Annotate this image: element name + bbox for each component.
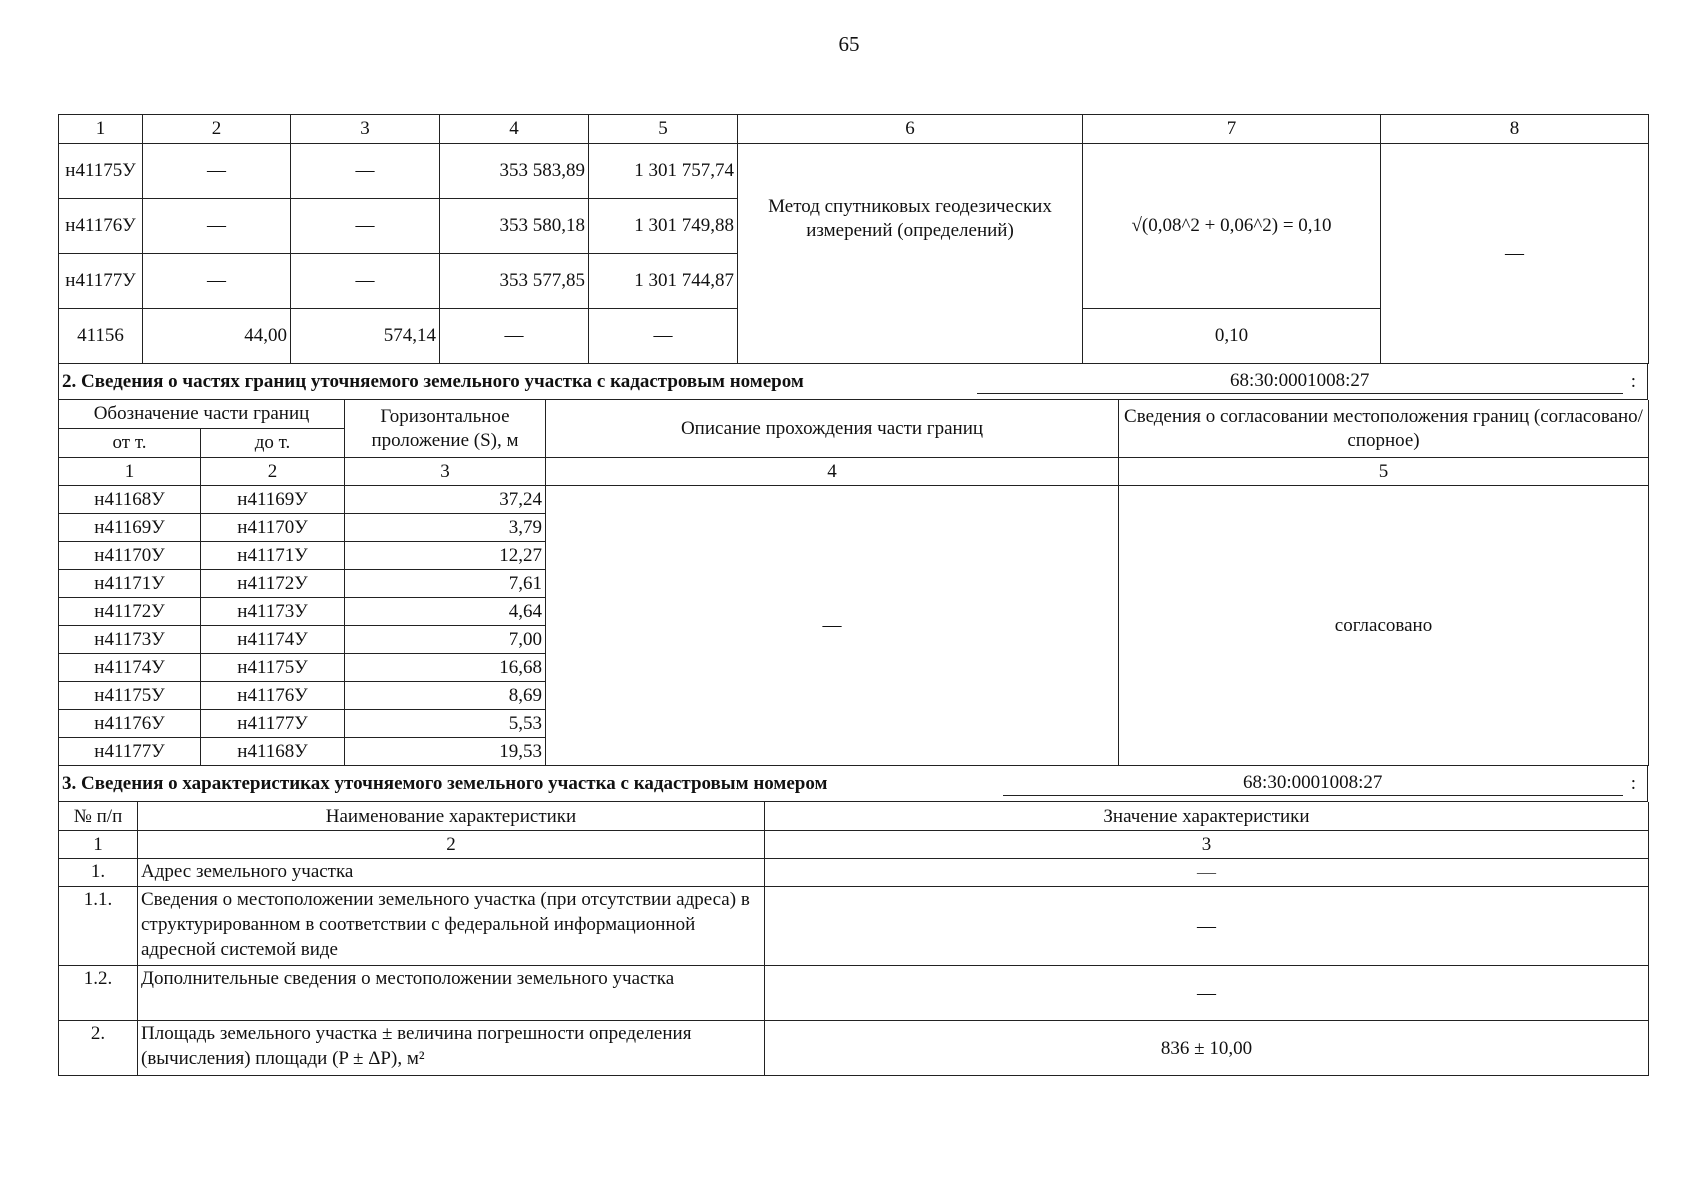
col-number: 2	[143, 115, 291, 144]
table-row	[59, 486, 1649, 514]
distance: 8,69	[345, 682, 546, 710]
distance: 12,27	[345, 542, 546, 570]
col-number: 3	[345, 458, 546, 486]
col-number: 6	[738, 115, 1083, 144]
boundary-header-row	[59, 400, 1649, 429]
characteristic-value: —	[765, 859, 1649, 887]
coord-y: 1 301 744,87	[589, 254, 738, 309]
name-header: Наименование характеристики	[138, 802, 765, 831]
row-number: 1.1.	[59, 887, 138, 966]
description-header: Описание прохождения части границ	[546, 400, 1119, 458]
section2-colon: :	[1630, 370, 1636, 392]
from-point: н41176У	[59, 710, 201, 738]
method-cell: Метод спутниковых геодезических измерений (определений)	[738, 144, 1083, 364]
from-point: н41170У	[59, 542, 201, 570]
characteristic-value: —	[765, 887, 1649, 966]
table-row	[59, 859, 1649, 887]
from-point: н41172У	[59, 598, 201, 626]
to-point: н41174У	[201, 626, 345, 654]
section3-cadastral-number: 68:30:0001008:27	[1003, 771, 1623, 796]
point-name: н41177У	[59, 254, 143, 309]
point-name: н41175У	[59, 144, 143, 199]
horizontal-header: Горизонтальное проложение (S), м	[345, 400, 546, 458]
section3-title-bar	[58, 766, 1648, 802]
points-table	[58, 114, 1649, 364]
point-name: н41176У	[59, 199, 143, 254]
boundary-parts-table	[58, 400, 1649, 766]
part-designation-header: Обозначение части границ	[59, 400, 345, 429]
cell: —	[143, 144, 291, 199]
agreement-header: Сведения о согласовании местоположения границ (согласовано/спорное)	[1119, 400, 1649, 458]
characteristic-name: Сведения о местоположении земельного участка (при отсутствии адреса) в структурированном в соответствии с федеральной информационной адресной системой виде	[138, 887, 765, 966]
coord-x: —	[440, 309, 589, 364]
col-number: 3	[291, 115, 440, 144]
to-point: н41170У	[201, 514, 345, 542]
characteristic-value: —	[765, 966, 1649, 1021]
row-number: 1.2.	[59, 966, 138, 1021]
distance: 16,68	[345, 654, 546, 682]
num-header: № п/п	[59, 802, 138, 831]
to-point: н41168У	[201, 738, 345, 766]
agreement-value: согласовано	[1119, 486, 1649, 766]
coord-y: —	[589, 309, 738, 364]
section2-title: 2. Сведения о частях границ уточняемого земельного участка с кадастровым номером	[62, 370, 804, 392]
col-number: 8	[1381, 115, 1649, 144]
cell: 574,14	[291, 309, 440, 364]
col-number: 4	[440, 115, 589, 144]
characteristic-name: Дополнительные сведения о местоположении земельного участка	[138, 966, 765, 1021]
section3-colon: :	[1630, 772, 1636, 794]
table-row	[59, 1021, 1649, 1076]
table-row	[59, 887, 1649, 966]
col-number: 5	[1119, 458, 1649, 486]
from-point: н41174У	[59, 654, 201, 682]
distance: 37,24	[345, 486, 546, 514]
from-header: от т.	[59, 429, 201, 458]
to-point: н41176У	[201, 682, 345, 710]
to-point: н41171У	[201, 542, 345, 570]
document-body	[58, 114, 1648, 1076]
from-point: н41169У	[59, 514, 201, 542]
distance: 3,79	[345, 514, 546, 542]
from-point: н41175У	[59, 682, 201, 710]
from-point: н41173У	[59, 626, 201, 654]
col-number: 3	[765, 831, 1649, 859]
from-point: н41171У	[59, 570, 201, 598]
col-number: 1	[59, 458, 201, 486]
accuracy-last: 0,10	[1083, 309, 1381, 364]
table-row	[59, 966, 1649, 1021]
points-table-header	[59, 115, 1649, 144]
coord-y: 1 301 749,88	[589, 199, 738, 254]
characteristics-header-row	[59, 802, 1649, 831]
cell: —	[291, 144, 440, 199]
to-point: н41169У	[201, 486, 345, 514]
table-row	[59, 144, 1649, 199]
value-header: Значение характеристики	[765, 802, 1649, 831]
section2-title-bar	[58, 364, 1648, 400]
col-number: 1	[59, 831, 138, 859]
cell: 44,00	[143, 309, 291, 364]
coord-x: 353 577,85	[440, 254, 589, 309]
coord-x: 353 580,18	[440, 199, 589, 254]
distance: 5,53	[345, 710, 546, 738]
to-point: н41172У	[201, 570, 345, 598]
characteristics-table	[58, 802, 1649, 1076]
coord-x: 353 583,89	[440, 144, 589, 199]
distance: 4,64	[345, 598, 546, 626]
cell: —	[291, 199, 440, 254]
from-point: н41177У	[59, 738, 201, 766]
col-number: 5	[589, 115, 738, 144]
col-number: 7	[1083, 115, 1381, 144]
cell: —	[143, 254, 291, 309]
cell: —	[143, 199, 291, 254]
distance: 7,61	[345, 570, 546, 598]
page-number: 65	[838, 32, 860, 56]
characteristic-name: Площадь земельного участка ± величина погрешности определения (вычисления) площади (P ± ΔP), м²	[138, 1021, 765, 1076]
from-point: н41168У	[59, 486, 201, 514]
description-value: —	[546, 486, 1119, 766]
point-name: 41156	[59, 309, 143, 364]
col8-value: —	[1381, 144, 1649, 364]
row-number: 2.	[59, 1021, 138, 1076]
to-point: н41177У	[201, 710, 345, 738]
row-number: 1.	[59, 859, 138, 887]
section2-cadastral-number: 68:30:0001008:27	[977, 369, 1623, 394]
characteristic-name: Адрес земельного участка	[138, 859, 765, 887]
characteristics-column-numbers	[59, 831, 1649, 859]
col-number: 1	[59, 115, 143, 144]
to-header: до т.	[201, 429, 345, 458]
distance: 19,53	[345, 738, 546, 766]
col-number: 4	[546, 458, 1119, 486]
section3-title: 3. Сведения о характеристиках уточняемого земельного участка с кадастровым номером	[62, 772, 828, 794]
distance: 7,00	[345, 626, 546, 654]
to-point: н41173У	[201, 598, 345, 626]
to-point: н41175У	[201, 654, 345, 682]
accuracy-formula: √(0,08^2 + 0,06^2) = 0,10	[1083, 144, 1381, 309]
boundary-column-numbers	[59, 458, 1649, 486]
col-number: 2	[138, 831, 765, 859]
cell: —	[291, 254, 440, 309]
characteristic-value: 836 ± 10,00	[765, 1021, 1649, 1076]
coord-y: 1 301 757,74	[589, 144, 738, 199]
col-number: 2	[201, 458, 345, 486]
